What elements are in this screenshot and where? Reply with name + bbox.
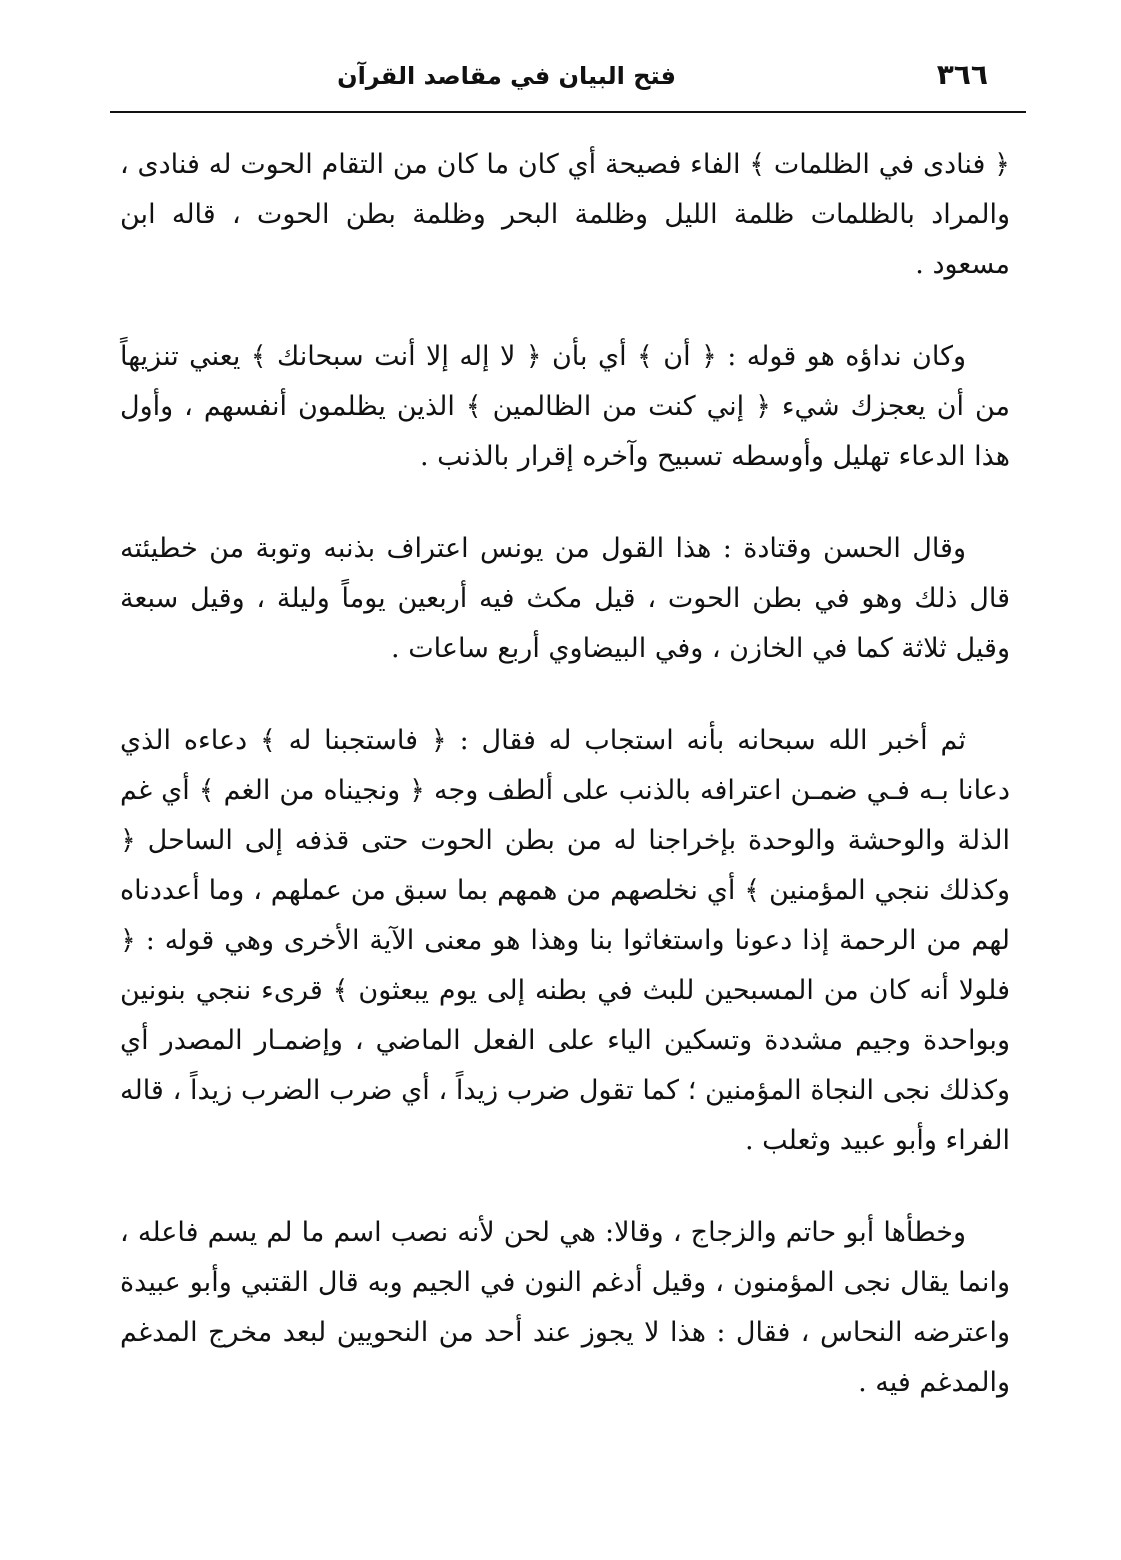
paragraph-2: وكان نداؤه هو قوله : ﴿ أن ﴾ أي بأن ﴿ لا إله إلا أنت سبحانك ﴾ يعني تنزيهاً من أن يعجزك شيء ﴿ إني كنت من الظالمين ﴾ الذين يظلمون أنفسهم ، وأول هذا الدعاء تهليل وأوسطه تسبيح وآخره إقرار بالذنب . (120, 341, 1010, 472)
page-header (110, 52, 1026, 114)
paragraph-1: ﴿ فنادى في الظلمات ﴾ الفاء فصيحة أي كان ما كان من التقام الحوت له فنادى ، والمراد بالظلمات ظلمة الليل وظلمة البحر وظلمة بطن الحوت ، قاله ابن مسعود . (120, 149, 1010, 280)
header-rule (110, 111, 1026, 113)
page-number: ٣٦٦ (936, 58, 988, 91)
paragraph-5: وخطأها أبو حاتم والزجاج ، وقالا: هي لحن لأنه نصب اسم ما لم يسم فاعله ، وانما يقال نجى المؤمنون ، وقيل أدغم النون في الجيم وبه قال القتبي وأبو عبيدة واعترضه النحاس ، فقال : هذا لا يجوز عند أحد من النحويين لبعد مخرج المدغم والمدغم فيه . (120, 1217, 1010, 1398)
running-title: فتح البيان في مقاصد القرآن (337, 62, 676, 90)
body-text (120, 140, 1010, 1450)
paragraph-3: وقال الحسن وقتادة : هذا القول من يونس اعتراف بذنبه وتوبة من خطيئته قال ذلك وهو في بطن الحوت ، قيل مكث فيه أربعين يوماً وليلة ، وقيل سبعة وقيل ثلاثة كما في الخازن ، وفي البيضاوي أربع ساعات . (120, 533, 1010, 664)
paragraph-4: ثم أخبر الله سبحانه بأنه استجاب له فقال : ﴿ فاستجبنا له ﴾ دعاءه الذي دعانا بـه فـي ضمـن اعترافه بالذنب على ألطف وجه ﴿ ونجيناه من الغم ﴾ أي غم الذلة والوحشة والوحدة بإخراجنا له من بطن الحوت حتى قذفه إلى الساحل ﴿ وكذلك ننجي المؤمنين ﴾ أي نخلصهم من همهم بما سبق من عملهم ، وما أعددناه لهم من الرحمة إذا دعونا واستغاثوا بنا وهذا هو معنى الآية الأخرى وهي قوله : ﴿ فلولا أنه كان من المسبحين للبث في بطنه إلى يوم يبعثون ﴾ قرىء ننجي بنونين وبواحدة وجيم مشددة وتسكين الياء على الفعل الماضي ، وإضمـار المصدر أي وكذلك نجى النجاة المؤمنين ؛ كما تقول ضرب زيداً ، أي ضرب الضرب زيداً ، قاله الفراء وأبو عبيد وثعلب . (120, 725, 1010, 1156)
